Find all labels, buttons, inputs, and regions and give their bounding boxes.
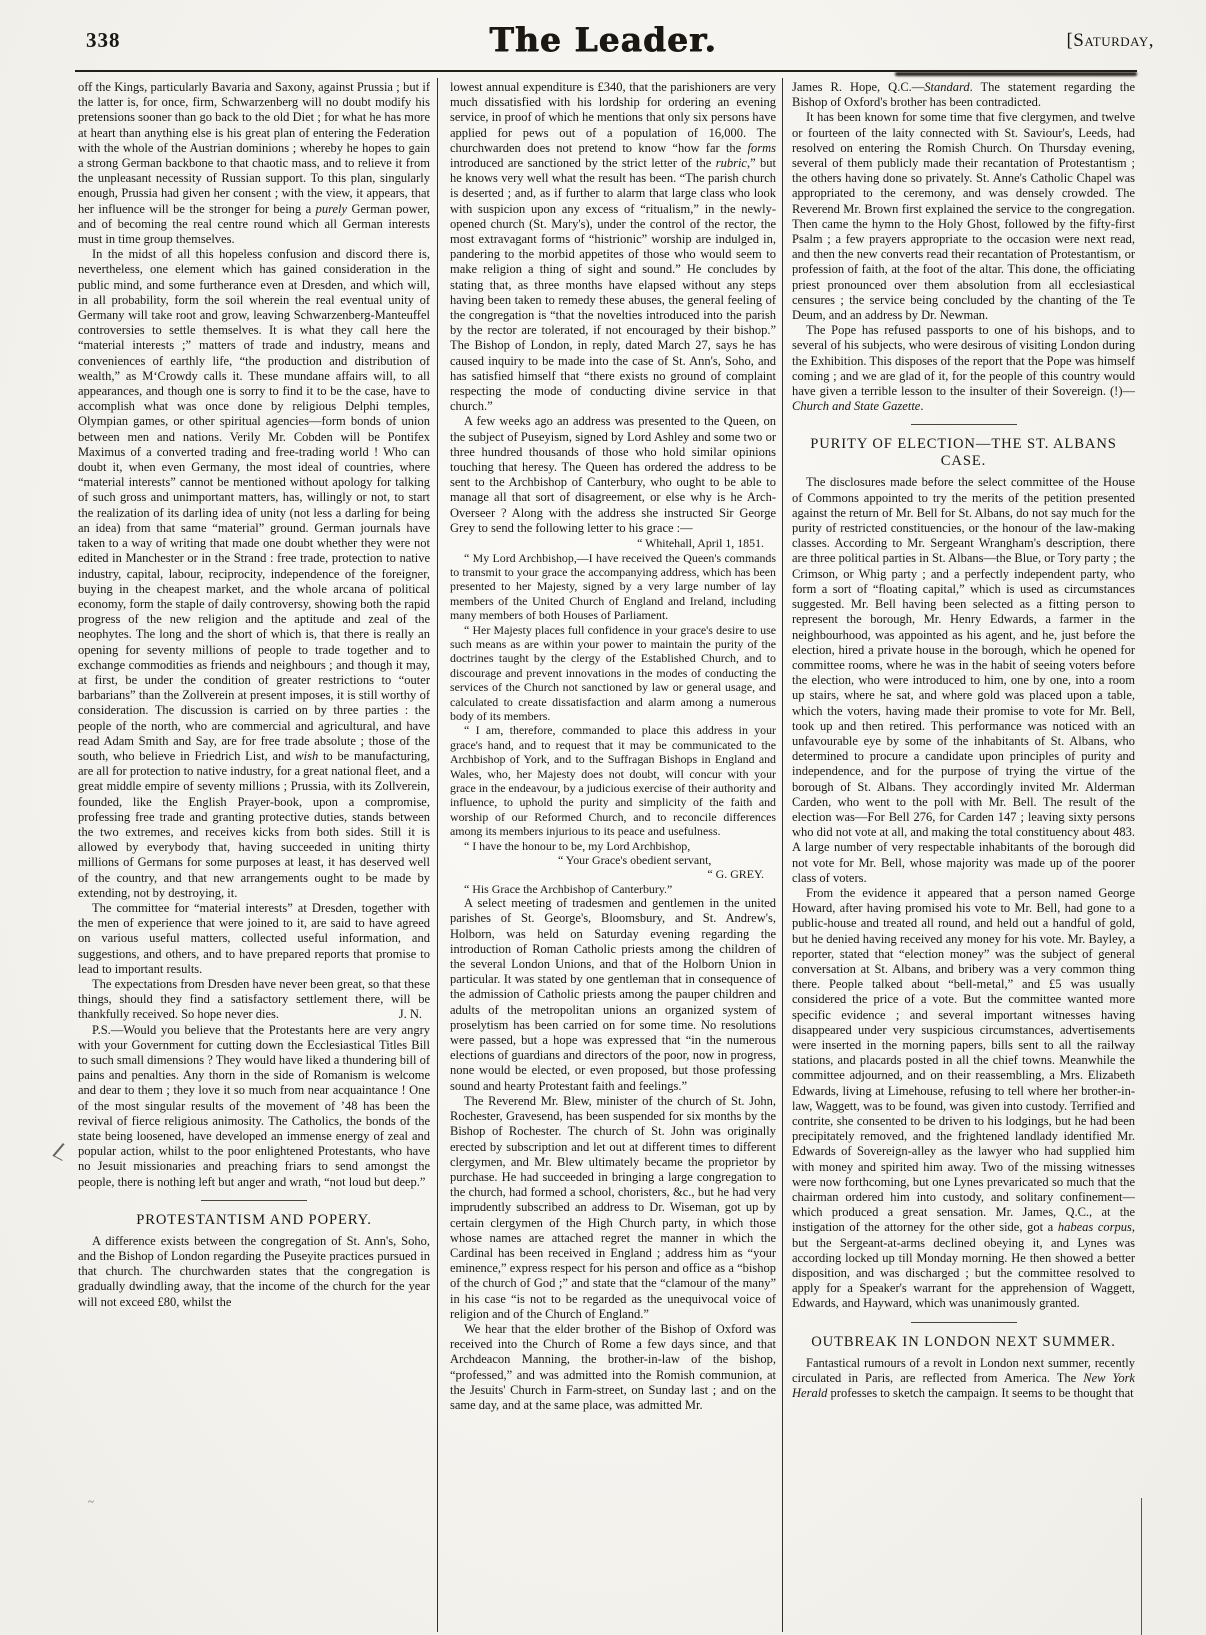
section-rule (911, 1322, 1017, 1323)
article-heading: OUTBREAK IN LONDON NEXT SUMMER. (811, 1333, 1116, 1350)
letter-line: “ My Lord Archbishop,—I have received the Queen's commands to transmit to your grace the accompanying address, which has been presented to her Majesty, signed by a very large number of lay members of the United Church of England and Ireland, including many members of both Houses of Parliament. (450, 550, 776, 623)
article-heading: PROTESTANTISM AND POPERY. (136, 1211, 372, 1228)
article-paragraph: The committee for “material interests” at Dresden, together with the men of experience that were joined to it, are said to have agreed on various useful matters, collected useful information, and suggestions, and others, and to have prepared reports that promise to lead to important results. (78, 900, 430, 976)
article-paragraph: lowest annual expenditure is £340, that the parishioners are very much dissatisfied with his lordship for ordering an evening service, in proof of which he mentions that only six persons have applied for pews out of a population of 16,000. The churchwarden does not pretend to know “how far the forms introduced are sanctioned by the strict letter of the rubric,” but he knows very well what the result has been. “The parish church is deserted ; and, as if further to alarm that large class who look with suspicion upon any excess of “ritualism,” in the newly-opened church (St. Mary's), under the control of the rector, the most extravagant forms of “histrionic” worship are indulged in, pandering to the morbid appetites of those who would seem to make religion a thing of sight and sound.” He concludes by stating that, as three months have elapsed without any steps having been taken to remedy these abuses, the general feeling of the congregation is “that the novelties introduced into the parish by the rector are tolerated, if not encouraged by their bishop.” The Bishop of London, in reply, dated March 27, says he has caused inquiry to be made into the case of St. Ann's, Soho, and has satisfied himself that “there exists no ground of complaint respecting the mode of conducting divine service in that church.” (450, 80, 776, 414)
article-paragraph: A difference exists between the congregation of St. Ann's, Soho, and the Bishop of London regarding the Puseyite practices pursued in that church. The churchwarden states that the congregation is gradually dwindling away, that the income of the church for the year will not exceed £80, whilst the (78, 1233, 430, 1309)
article-paragraph: It has been known for some time that five clergymen, and twelve or fourteen of the laity connected with St. Saviour's, Leeds, had resolved on entering the Romish Church. On Thursday evening, several of them publicly made their recantation of Protestantism ; the others having done so privately. St. Anne's Catholic Chapel was appropriated to the ceremony, and was densely crowded. The Reverend Mr. Brown first explained the service to the congregation. Then came the hymn to the Holy Ghost, followed by the fifty-first Psalm ; a few prayers appropriate to the occasion were next read, and then the new converts read their recantation of Protestantism, or profession of faith, at the foot of the altar. This done, the officiating priest pronounced over them absolution from all ecclesiastical censures ; the service being concluded by the chanting of the Te Deum, and an address by Dr. Newman. (792, 110, 1135, 323)
article-paragraph: P.S.—Would you believe that the Protestants here are very angry with your Government for cutting down the Ecclesiastical Titles Bill to such small dimensions ? They would have liked a thundering bill of pains and penalties. Any thorn in the side of Romanism is welcome and dear to them ; they love it so much from near acquaintance ! One of the most singular results of the movement of ’48 has been the revival of fierce religious animosity. The Catholics, the bonds of the state being loosened, have developed an immense energy of zeal and popular action, whilst to the poor enlightened Protestants, who have no Jesuit missionaries and preaching friars to send amongst the people, there is nothing left but anger and wrath, “not loud but deep.” (78, 1022, 430, 1189)
article-paragraph: In the midst of all this hopeless confusion and discord there is, nevertheless, one element which has gained consideration in the public mind, and some furtherance even at Dresden, and which will, in all probability, form the soil wherein the real eventual unity of Germany will take root and grow, leaving Schwarzenberg-Manteuffel controversies to settle themselves. It is what they call here the “material interests ;” matters of trade and industry, means and conveniences of earthly life, “the production and distribution of wealth,” as M‘Crowdy calls it. These mundane affairs will, to all appearances, and though one is sorry to find it to be the case, have to accomplish what was once done by religious Delphi temples, Olympian games, or other spiritual agencies—form bonds of union between men and nations. Verily Mr. Cobden will be Pontifex Maximus of a converted trading and free-trading world ! Who can doubt it, when even Germany, the most ideal of countries, where “material interests” cannot be mentioned without apology for talking of such gross and unimportant matters, has, willingly or not, to start the realization of its darling idea of unity (not less a darling for being an idea) from that same “material” ground. German journals have taken to a way of writing that made one doubt whether they were not edited in Manchester or in the Strand : free trade, protection to native industry, capital, labour, reciprocity, independence of the foreigner, buying in the cheapest market, and the whole arcana of political economy, form the staple of daily controversy, showing both the rapid progress of the new religion and the aptitude and zeal of the neophytes. The long and the short of which is, that there is really an opening for seventy millions of people to trade together and to exchange commodities as friends and neighbours ; and though it may, at first, be under the condition of greater restrictions to “outer barbarians” than the Zollverein at present imposes, it is still worthy of consideration. The discussion is carried on by three parties : the people of the north, who are commercial and agricultural, and have read Adam Smith and Say, are for free trade absolute ; those of the south, who believe in Friedrich List, and wish to be manufacturing, are all for protection to native industry, for a great national fleet, and a great middle empire of seventy millions ; Prussia, with its Zollverein, founded, like the English Prayer-book, upon a compromise, professing free trade and granting protective duties, stands between the two extremes, and receives kicks from both sides. Still it is allowed by everybody that, having succeeded in uniting thirty millions of Germans for some purposes at least, it has deserved well of the country, and that new arrangements ought to be made by extending, not by destroying, it. (78, 247, 430, 900)
letter-line: “ G. GREY. (707, 867, 764, 882)
column-1 (78, 80, 430, 1632)
article-paragraph: The disclosures made before the select committee of the House of Commons appointed to try the merits of the petition presented against the return of Mr. Bell for St. Albans, do not say much for the purity of restricted constituencies, or the honour of the law-making classes. According to Mr. Sergeant Wrangham's description, there are three political parties in St. Albans—the Blue, or Tory party ; the Crimson, or Whig party ; and a perfectly independent party, who form a sort of “floating capital,” which is used as circumstances suggested. Mr. Bell having been selected as a fitting person to represent the borough, Mr. Henry Edwards, a farmer in the neighbourhood, was appointed as his agent, and he, just before the election, hired a private house in the borough, which he opened for committee rooms, where he was in the habit of seeing voters before the election, who were introduced to him, one by one, into a room up stairs, where he sat, and where gold was placed upon a table, which the voters, having made their promise to vote for Mr. Bell, took up and then retired. This performance was noticed with an unfavourable eye by some of the inhabitants of St. Albans, who determined to procure a candidate upon principles of purity and independence, and for the purpose of trying the virtue of the borough of St. Albans. They accordingly invited Mr. Alderman Carden, who went to the poll with Mr. Bell. The result of the election was—For Bell 276, for Carden 147 ; leaving sixty persons who did not vote at all, and making the total constituency about 483. A large number of very respectable inhabitants of the borough did not vote for Mr. Bell, whose majority was made up of the poorer class of voters. (792, 475, 1135, 885)
column-divider (437, 78, 438, 1632)
author-initials: J. N. (398, 1007, 422, 1022)
section-rule (911, 424, 1017, 425)
column-divider (782, 78, 783, 1632)
article-heading: PURITY OF ELECTION—THE ST. ALBANS CASE. (810, 436, 1117, 470)
page-number: 338 (86, 28, 121, 52)
letter-line: “ I have the honour to be, my Lord Archbishop, (464, 838, 691, 853)
page-edge-line (1141, 1498, 1142, 1635)
article-paragraph: A few weeks ago an address was presented to the Queen, on the subject of Puseyism, signed by Lord Ashley and some two or three hundred thousands of those who hold similar opinions touching that heresy. The Queen has ordered the address to be sent to the Archbishop of Canterbury, who ought to be able to manage all that sort of disagreement, or else why is he Arch-Overseer ? Along with the address she instructed Sir George Grey to send the following letter to his grace :— (450, 414, 776, 535)
letter-line: “ His Grace the Archbishop of Canterbury.” (464, 881, 673, 896)
ink-mark: ~ (88, 1496, 94, 1508)
ink-mark (52, 1143, 72, 1161)
article-paragraph: A select meeting of tradesmen and gentlemen in the united parishes of St. George's, Bloomsbury, and St. Andrew's, Holborn, was held on Saturday evening regarding the introduction of Roman Catholic priests among the children of the several London Unions, and that of the Holborn Union in particular. It was stated by one gentleman that in consequence of the admission of Catholic priests among the pauper children and adults of the metropolitan unions an organized system of proselytism has been carried on for some time. No resolutions were passed, but a hope was expressed that “in the numerous elections of guardians and directors of the poor, now in progress, none would be elected, or even proposed, but those professing sound and hearty Protestant faith and feelings.” (450, 896, 776, 1093)
article-paragraph: From the evidence it appeared that a person named George Howard, after having promised his vote to Mr. Bell, had gone to a public-house and treated all round, and held out a handful of gold, but he denied having received any money for his vote. Mr. Bayley, a reporter, stated that “election money” was the subject of general conversation at St. Albans, and bribery was a very common thing there. People talked about “bell-metal,” and £5 was usually considered the price of a vote. But the committee wanted more specific evidence ; and several important witnesses having disappeared under very suspicious circumstances, advertisements were inserted in the morning papers, bills sent to all the railway stations, and placards posted in all the chief towns. Meanwhile the committee adjourned, and on their reassembling, a Mrs. Elizabeth Edwards, living at Limehouse, refusing to tell where her brother-in-law, Waggett, was to be found, was given into custody. Terrified and contrite, she consented to be driven to his lodgings, but he had been precipitately removed, and the frightened landlady identified Mr. Edwards of Sovereign-alley as the lawyer who had supplied him with money and spirited him away. Two of the missing witnesses were now forthcoming, but one Lynes prevaricated so much that the chairman ordered him into custody, and solitary confinement—which produced a great sensation. Mr. James, Q.C., at the instigation of the attorney for the other side, got a habeas corpus, but the Sergeant-at-arms declined obeying it, and Lynes was according locked up till Monday morning. He then showed a better disposition, and was discharged ; but the committee resolved to apply for a Speaker's warrant for the apprehension of Waggett, Edwards, and Hayward, which was unanimously granted. (792, 885, 1135, 1311)
letter-line: “ I am, therefore, commanded to place this address in your grace's hand, and to request that it may be communicated to the Archbishop of York, and to the Suffragan Bishops in England and Wales, who, her Majesty does not doubt, will concur with your grace in the endeavour, by a judicious exercise of their authority and influence, to uphold the purity and simplicity of the faith and worship of our Reformed Church, and to reconcile differences among its members injurious to its peace and usefulness. (450, 723, 776, 839)
column-3 (792, 80, 1135, 1632)
section-rule (201, 1200, 307, 1201)
masthead-title: The Leader. (489, 20, 717, 59)
column-2 (450, 80, 776, 1632)
letter-line: “ Your Grace's obedient servant, (558, 853, 712, 868)
article-paragraph: We hear that the elder brother of the Bishop of Oxford was received into the Church of Rome a few days since, and that Archdeacon Manning, the brother-in-law of the bishop, “professed,” and was admitted into the Romish communion, at the Jesuits' Church in Farm-street, on Sunday last ; and on the same day, and at the same place, was admitted Mr. (450, 1321, 776, 1412)
article-paragraph: The Reverend Mr. Blew, minister of the church of St. John, Rochester, Gravesend, has been suspended for six months by the Bishop of Rochester. The church of St. John was originally erected by subscription and let out at different times to different clergymen, and Mr. Blew ultimately became the proprietor by purchase. He had succeeded in bringing a large congregation to the church, had formed a school, choristers, &c., but he had very imprudently subscribed an address to Dr. Wiseman, got up by certain clergymen of the High Church party, in which those whose names are attached regret the manner in which the Cardinal has been received in England ; address him as “your eminence,” express respect for his person and office as a “bishop of the church of God ;” and state that the “clamour of the many” in his case “is not to be regarded as the unequivocal voice of religion and of the Church of England.” (450, 1093, 776, 1321)
header-rule-smudge (895, 72, 1137, 76)
article-paragraph: Fantastical rumours of a revolt in London next summer, recently circulated in Paris, are reflected from America. The New York Herald professes to sketch the campaign. It seems to be thought that (792, 1355, 1135, 1401)
letter-line: “ Her Majesty places full confidence in your grace's desire to use such means as are within your power to maintain the purity of the doctrines taught by the clergy of the Established Church, and to discourage and prevent innovations in the modes of conducting the services of the Church not sanctioned by law or general usage, and calculated to create dissatisfaction and alarm among a numerous body of its members. (450, 622, 776, 723)
article-paragraph: The Pope has refused passports to one of his bishops, and to several of his subjects, who were desirous of visiting London during the Exhibition. This disposes of the report that the Pope was himself coming ; and we are glad of it, for the people of this country would have given a terrible lesson to the insulter of their Sovereign. (!)—Church and State Gazette. (792, 323, 1135, 414)
article-paragraph: The expectations from Dresden have never been great, so that these things, should they find a satisfactory settlement there, will be thankfully received. So hope never dies. J. N. (78, 976, 430, 1022)
article-paragraph: off the Kings, particularly Bavaria and Saxony, against Prussia ; but if the latter is, for once, firm, Schwarzenberg will no doubt modify his pretensions sooner than go back to the old Diet ; for what he has more at heart than anything else is his great plan of entering the Federation with the whole of the Austrian dominions ; whereby he hopes to gain a strong German backbone to that chaotic mass, and to relieve it from the unpleasant necessity of Russian support. To this plan, singularly enough, Prussia had given her consent ; with the view, it appears, that her influence will be the stronger for being a purely German power, and of becoming the real centre round which all German interests must in time group themselves. (78, 80, 430, 247)
date-label: [Saturday, (1066, 30, 1154, 51)
letter-line: “ Whitehall, April 1, 1851. (637, 536, 764, 551)
article-paragraph: James R. Hope, Q.C.—Standard. The statement regarding the Bishop of Oxford's brother has been contradicted. (792, 80, 1135, 110)
